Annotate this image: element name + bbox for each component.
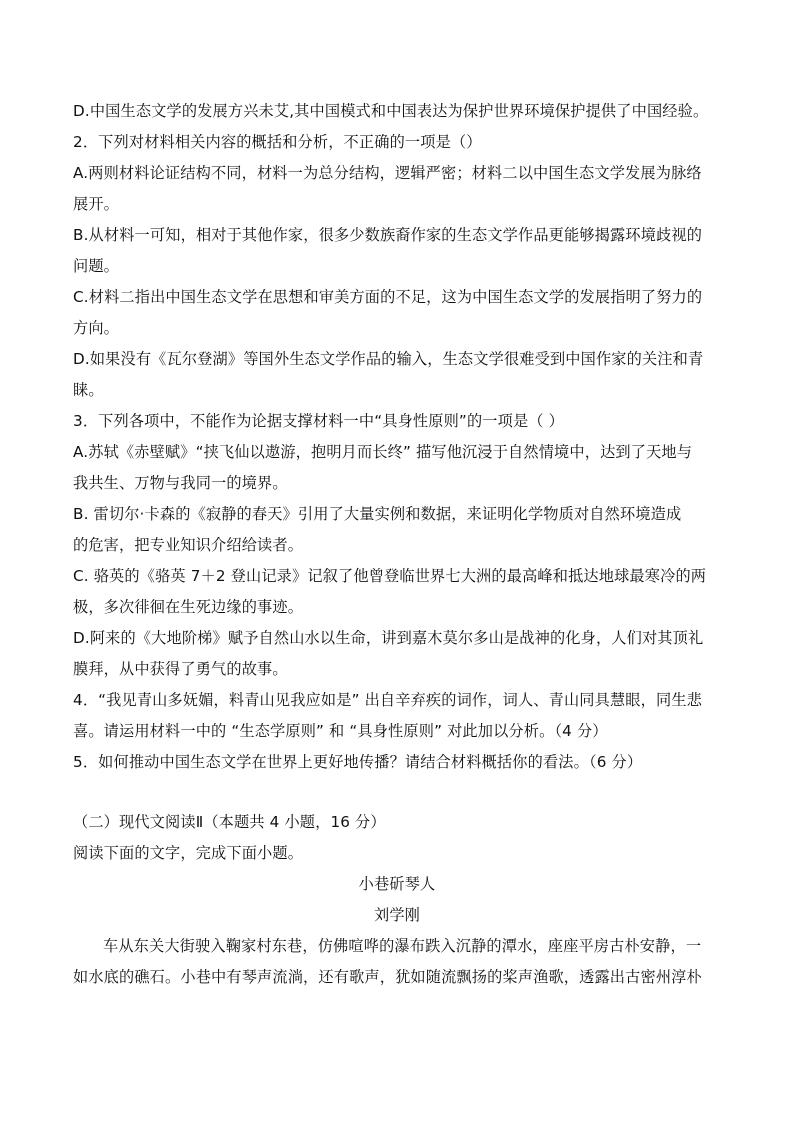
q2-option-a-line-1: A.两则材料论证结构不同，材料一为总分结构，逻辑严密；材料二以中国生态文学发展为脉络 bbox=[73, 164, 702, 182]
article-title: 小巷斫琴人 bbox=[358, 875, 436, 893]
q3-option-c-line-1: C. 骆英的《骆英 7＋2 登山记录》记叙了他曾登临世界七大洲的最高峰和抵达地球最寒冷的两 bbox=[73, 567, 707, 585]
q5-stem: 5．如何推动中国生态文学在世界上更好地传播？请结合材料概括你的看法。（6 分） bbox=[73, 753, 643, 771]
q2-option-c-line-1: C.材料二指出中国生态文学在思想和审美方面的不足，这为中国生态文学的发展指明了努力的 bbox=[73, 288, 703, 306]
q3-option-a-line-2: 我共生、万物与我同一的境界。 bbox=[73, 474, 288, 492]
q3-option-c-line-2: 极，多次徘徊在生死边缘的事迹。 bbox=[73, 598, 304, 616]
article-body-line-1: 车从东关大街驶入鞠家村东巷，仿佛喧哗的瀑布跌入沉静的潭水，座座平房古朴安静，一 bbox=[103, 937, 702, 955]
q2-stem: 2．下列对材料相关内容的概括和分析，不正确的一项是（） bbox=[73, 133, 482, 151]
q1-option-d: D.中国生态文学的发展方兴未艾,其中国模式和中国表达为保护世界环境保护提供了中国经验。 bbox=[73, 102, 709, 120]
q2-option-c-line-2: 方向。 bbox=[73, 319, 120, 337]
q2-option-d-line-1: D.如果没有《瓦尔登湖》等国外生态文学作品的输入，生态文学很难受到中国作家的关注和青 bbox=[73, 350, 704, 368]
q2-option-a-line-2: 展开。 bbox=[73, 195, 120, 213]
q2-option-b-line-1: B.从材料一可知，相对于其他作家，很多少数族裔作家的生态文学作品更能够揭露环境歧视的 bbox=[73, 226, 703, 244]
article-author: 刘学刚 bbox=[373, 906, 420, 924]
q4-line-1: 4．“我见青山多妩媚，料青山见我应如是” 出自辛弃疾的词作，词人、青山同具慧眼，同生悲 bbox=[73, 691, 702, 709]
q2-option-d-line-2: 睐。 bbox=[73, 381, 104, 399]
q3-option-b-line-1: B. 雷切尔·卡森的《寂静的春天》引用了大量实例和数据，来证明化学物质对自然环境造成 bbox=[73, 505, 682, 523]
section-heading: （二）现代文阅读Ⅱ（本题共 4 小题，16 分） bbox=[73, 813, 386, 831]
reading-instruction: 阅读下面的文字，完成下面小题。 bbox=[73, 844, 304, 862]
q3-option-d-line-1: D.阿来的《大地阶梯》赋予自然山水以生命，讲到嘉木莫尔多山是战神的化身，人们对其顶礼 bbox=[73, 629, 704, 647]
q3-stem: 3．下列各项中，不能作为论据支撑材料一中“具身性原则”的一项是（ ） bbox=[73, 412, 564, 430]
article-body-line-2: 如水底的礁石。小巷中有琴声流淌，还有歌声，犹如随流飘扬的桨声渔歌，透露出古密州淳朴 bbox=[73, 968, 702, 986]
q2-option-b-line-2: 问题。 bbox=[73, 257, 120, 275]
q3-option-d-line-2: 膜拜，从中获得了勇气的故事。 bbox=[73, 660, 288, 678]
q3-option-a-line-1: A.苏轼《赤壁赋》“挟飞仙以遨游，抱明月而长终” 描写他沉浸于自然情境中，达到了天地与 bbox=[73, 443, 693, 461]
q3-option-b-line-2: 的危害，把专业知识介绍给读者。 bbox=[73, 536, 304, 554]
q4-line-2: 喜。请运用材料一中的 “生态学原则” 和 “具身性原则” 对此加以分析。（4 分） bbox=[73, 722, 608, 740]
